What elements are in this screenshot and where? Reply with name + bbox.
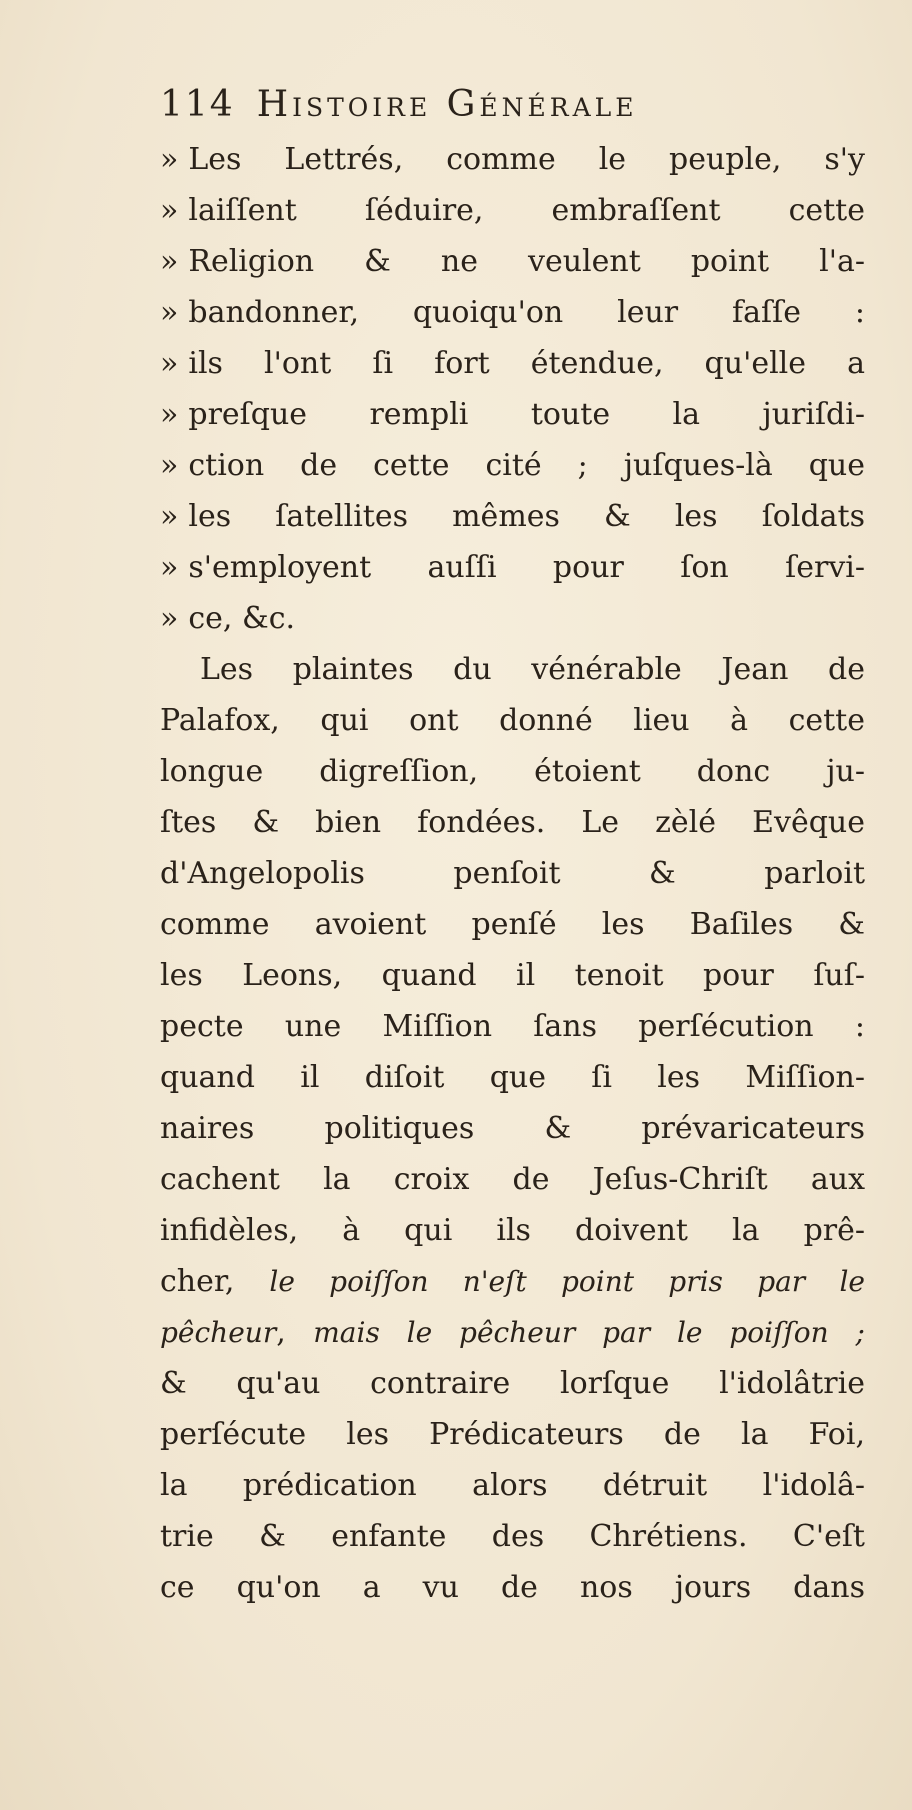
quote-line: » ction de cette cité ; juſques-là que [160, 448, 865, 483]
page-number: 114 [160, 84, 235, 125]
quoted-passage [160, 134, 865, 644]
quote-line: » bandonner, quoiqu'on leur faſſe : [160, 295, 865, 330]
paragraph-line: naires politiques & prévaricateurs [160, 1111, 865, 1146]
paragraph-line: d'Angelopolis penſoit & parloit [160, 856, 865, 891]
paragraph-line: & qu'au contraire lorſque l'idolâtrie [160, 1366, 865, 1401]
paragraph-line: Palafox, qui ont donné lieu à cette [160, 703, 865, 738]
quote-line: » ils l'ont ſi fort étendue, qu'elle a [160, 346, 865, 381]
paragraph-line: ſtes & bien fondées. Le zèlé Evêque [160, 805, 865, 840]
paragraph-line: comme avoient penſé les Baſiles & [160, 907, 865, 942]
italic-quote: pêcheur [160, 1316, 277, 1349]
running-header [160, 76, 865, 134]
running-title: Histoire Générale [256, 84, 638, 125]
paragraph-line: la prédication alors détruit l'idolâ- [160, 1468, 865, 1503]
quote-line: » Les Lettrés, comme le peuple, s'y [160, 142, 865, 177]
quote-line: » les ſatellites mêmes & les ſoldats [160, 499, 865, 534]
paragraph-line: trie & enfante des Chrétiens. C'eſt [160, 1519, 865, 1554]
paragraph-line: infidèles, à qui ils doivent la prê- [160, 1213, 865, 1248]
paragraph-line: ce qu'on a vu de nos jours dans [160, 1570, 865, 1605]
paragraph-line: perſécute les Prédicateurs de la Foi, [160, 1417, 865, 1452]
italic-quote: mais le pêcheur par le poiſſon ; [313, 1316, 865, 1349]
body-paragraph [160, 644, 865, 1613]
quote-line: » s'employent auſſi pour ſon ſervi- [160, 550, 865, 585]
paragraph-line: Les plaintes du vénérable Jean de [200, 652, 865, 687]
quote-line: » ce, &c. [160, 601, 296, 636]
paragraph-line-mixed: pêcheur, mais le pêcheur par le poiſſon ; [160, 1315, 865, 1350]
paragraph-line: cachent la croix de Jeſus-Chriſt aux [160, 1162, 865, 1197]
quote-line: » laiſſent ſéduire, embraſſent cette [160, 193, 865, 228]
paragraph-line: longue digreſſion, étoient donc ju- [160, 754, 865, 789]
paragraph-line: quand il diſoit que ſi les Miſſion- [160, 1060, 865, 1095]
italic-quote: le poiſſon n'eſt point pris par le [269, 1265, 865, 1298]
text-block [160, 76, 865, 1613]
paragraph-line: pecte une Miſſion ſans perſécution : [160, 1009, 865, 1044]
quote-line: » preſque rempli toute la juriſdi- [160, 397, 865, 432]
paragraph-line: les Leons, quand il tenoit pour ſuſ- [160, 958, 865, 993]
paragraph-line-mixed: cher, le poiſſon n'eſt point pris par le [160, 1264, 865, 1299]
quote-line: » Religion & ne veulent point l'a- [160, 244, 865, 279]
